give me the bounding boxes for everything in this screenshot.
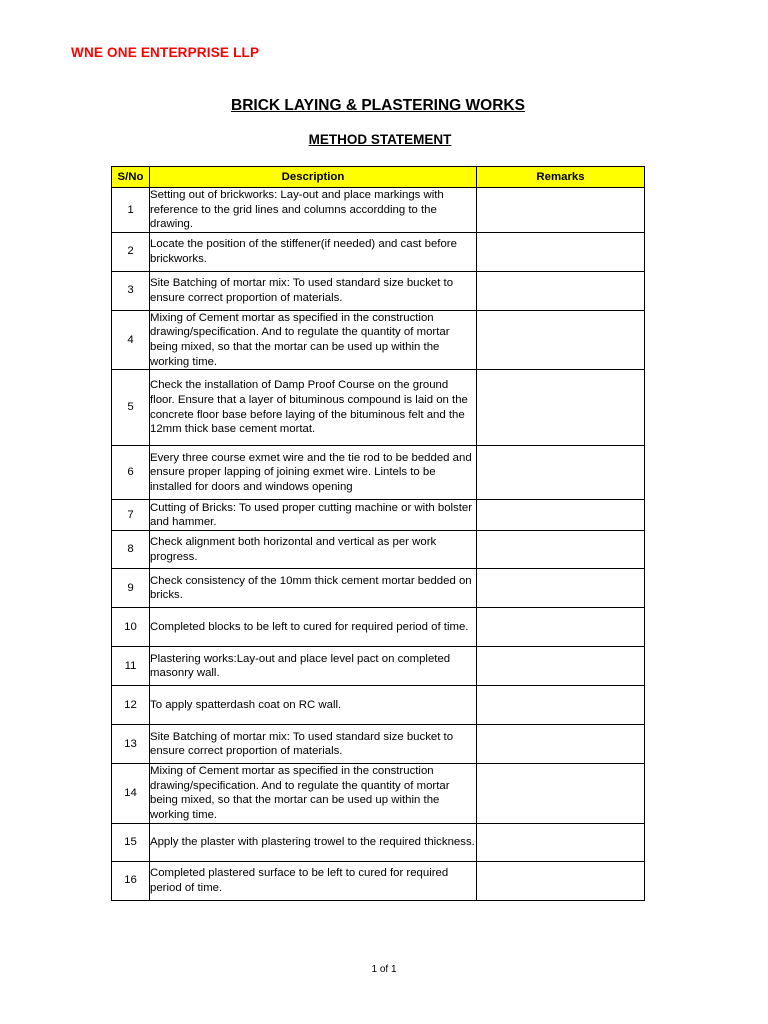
row-description: Completed blocks to be left to cured for required period of time.: [150, 608, 477, 647]
row-remarks: [477, 764, 645, 823]
row-sno: 3: [112, 271, 150, 310]
table-row: [112, 569, 645, 608]
row-description: Site Batching of mortar mix: To used standard size bucket to ensure correct proportion of materials.: [150, 725, 477, 764]
row-remarks: [477, 446, 645, 500]
table-row: [112, 764, 645, 823]
row-description: To apply spatterdash coat on RC wall.: [150, 686, 477, 725]
row-remarks: [477, 310, 645, 369]
row-remarks: [477, 188, 645, 233]
row-remarks: [477, 500, 645, 531]
row-sno: 7: [112, 500, 150, 531]
row-sno: 11: [112, 647, 150, 686]
header-sno: S/No: [112, 167, 150, 188]
table-row: [112, 531, 645, 569]
row-description: Check consistency of the 10mm thick cement mortar bedded on bricks.: [150, 569, 477, 608]
row-remarks: [477, 686, 645, 725]
row-sno: 14: [112, 764, 150, 823]
row-remarks: [477, 370, 645, 446]
row-remarks: [477, 232, 645, 271]
row-sno: 2: [112, 232, 150, 271]
table-body: [112, 188, 645, 901]
document-subtitle: METHOD STATEMENT: [308, 132, 452, 147]
table-row: [112, 446, 645, 500]
row-sno: 10: [112, 608, 150, 647]
table-row: [112, 370, 645, 446]
table-row: [112, 310, 645, 369]
row-sno: 16: [112, 861, 150, 900]
table-row: [112, 725, 645, 764]
header-description: Description: [150, 167, 477, 188]
row-sno: 4: [112, 310, 150, 369]
row-description: Check the installation of Damp Proof Course on the ground floor. Ensure that a layer of bituminous compound is laid on the concrete floor base before laying of the bituminous felt and the 12mm thick base cement mortat.: [150, 370, 477, 446]
row-description: Mixing of Cement mortar as specified in the construction drawing/specification. And to regulate the quantity of mortar being mixed, so that the mortar can be used up within the working time.: [150, 764, 477, 823]
header-remarks: Remarks: [477, 167, 645, 188]
row-sno: 13: [112, 725, 150, 764]
document-title: BRICK LAYING & PLASTERING WORKS: [231, 97, 525, 114]
row-remarks: [477, 531, 645, 569]
table-row: [112, 861, 645, 900]
table-row: [112, 188, 645, 233]
table-row: [112, 271, 645, 310]
row-sno: 1: [112, 188, 150, 233]
row-sno: 8: [112, 531, 150, 569]
row-remarks: [477, 569, 645, 608]
row-remarks: [477, 823, 645, 861]
table-row: [112, 608, 645, 647]
row-description: Mixing of Cement mortar as specified in the construction drawing/specification. And to regulate the quantity of mortar being mixed, so that the mortar can be used up within the working time.: [150, 310, 477, 369]
row-sno: 6: [112, 446, 150, 500]
row-description: Plastering works:Lay-out and place level pact on completed masonry wall.: [150, 647, 477, 686]
row-description: Check alignment both horizontal and vertical as per work progress.: [150, 531, 477, 569]
row-remarks: [477, 861, 645, 900]
row-remarks: [477, 608, 645, 647]
row-description: Every three course exmet wire and the tie rod to be bedded and ensure proper lapping of joining exmet wire. Lintels to be installed for doors and windows opening: [150, 446, 477, 500]
table-row: [112, 500, 645, 531]
page-number: 1 of 1: [371, 964, 397, 975]
row-remarks: [477, 725, 645, 764]
table-row: [112, 823, 645, 861]
row-description: Apply the plaster with plastering trowel to the required thickness.: [150, 823, 477, 861]
company-name: WNE ONE ENTERPRISE LLP: [71, 45, 260, 60]
row-sno: 12: [112, 686, 150, 725]
row-remarks: [477, 271, 645, 310]
row-description: Completed plastered surface to be left to cured for required period of time.: [150, 861, 477, 900]
row-description: Setting out of brickworks: Lay-out and place markings with reference to the grid lines and columns accordding to the drawing.: [150, 188, 477, 233]
row-sno: 5: [112, 370, 150, 446]
table-row: [112, 686, 645, 725]
row-description: Locate the position of the stiffener(if needed) and cast before brickworks.: [150, 232, 477, 271]
row-description: Cutting of Bricks: To used proper cutting machine or with bolster and hammer.: [150, 500, 477, 531]
row-sno: 9: [112, 569, 150, 608]
table-row: [112, 232, 645, 271]
table-row: [112, 647, 645, 686]
method-statement-table: [111, 166, 645, 901]
table-header-row: [112, 167, 645, 188]
row-sno: 15: [112, 823, 150, 861]
row-remarks: [477, 647, 645, 686]
row-description: Site Batching of mortar mix: To used standard size bucket to ensure correct proportion of materials.: [150, 271, 477, 310]
